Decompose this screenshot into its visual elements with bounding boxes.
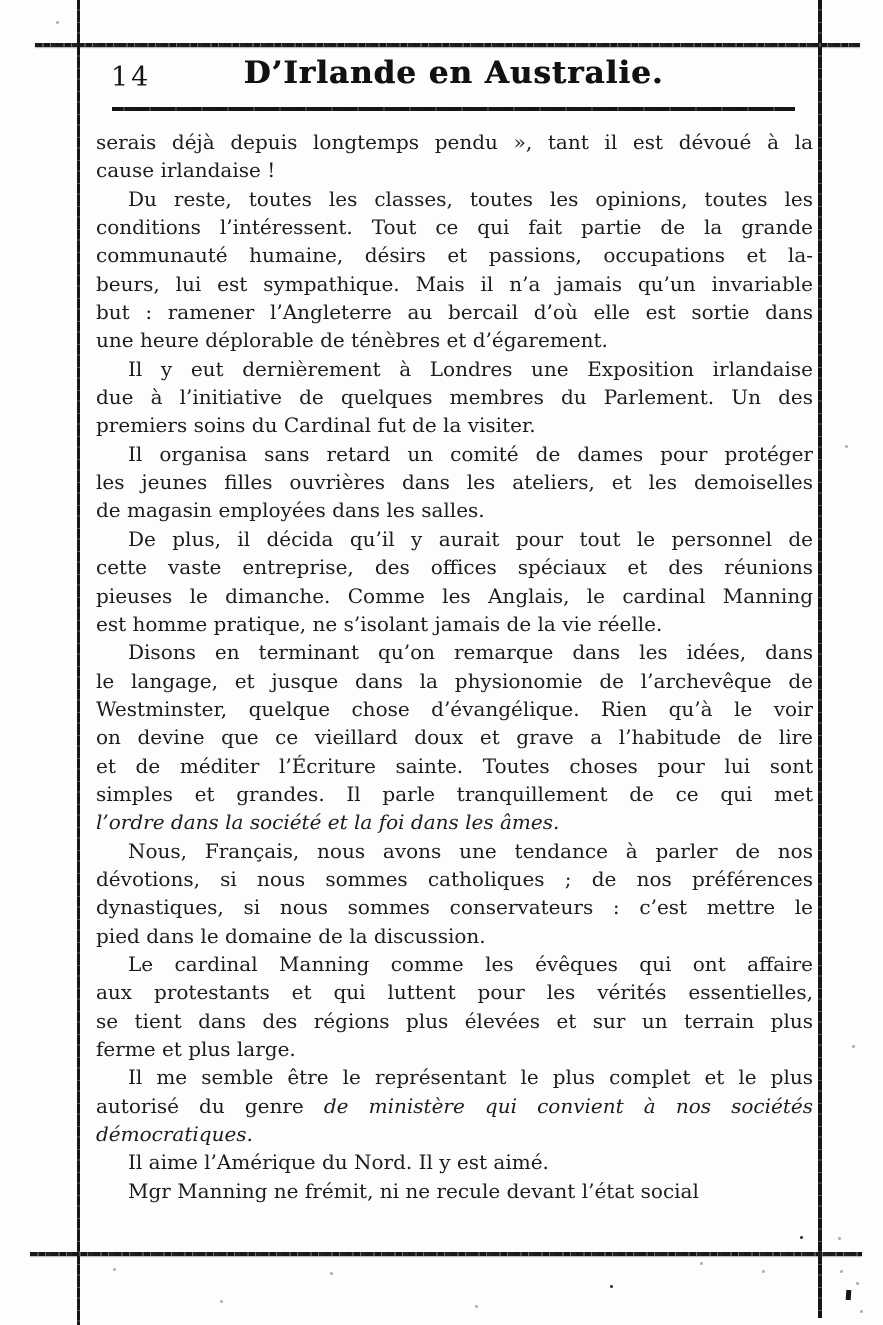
text-segment: cette vaste entreprise, des offices spéciaux et des réunions	[96, 555, 813, 580]
text-segment: on devine que ce vieillard doux et grave a l’habitude de lire	[96, 725, 813, 750]
text-segment: pieuses le dimanche. Comme les Anglais, le cardinal Manning	[96, 583, 813, 608]
body-text	[96, 128, 813, 1205]
text-line	[96, 667, 813, 695]
text-segment: communauté humaine, désirs et passions, occupations et la-	[96, 243, 813, 268]
text-line	[96, 865, 813, 893]
text-segment: Il organisa sans retard un comité de dames pour protéger	[128, 441, 813, 466]
text-segment: Westminster, quelque chose d’évangélique. Rien qu’à le voir	[96, 696, 813, 721]
text-segment: est homme pratique, ne s’isolant jamais de la vie réelle.	[96, 611, 663, 636]
text-line	[96, 270, 813, 298]
text-segment: le langage, et jusque dans la physionomie de l’archevêque de	[96, 668, 813, 693]
text-line	[96, 1120, 813, 1148]
scan-speck	[856, 1282, 859, 1285]
text-line	[96, 1007, 813, 1035]
text-line	[96, 752, 813, 780]
text-segment: aux protestants et qui luttent pour les vérités essentielles,	[96, 980, 813, 1005]
text-line	[96, 610, 813, 638]
page-number: 14	[111, 62, 152, 93]
text-line	[96, 355, 813, 383]
header-rule	[112, 107, 795, 111]
scan-speck	[330, 1272, 333, 1275]
text-line	[96, 128, 813, 156]
scan-speck	[220, 1300, 223, 1303]
scan-speck	[475, 1305, 478, 1308]
text-segment: Nous, Français, nous avons une tendance à parler de nos	[128, 838, 813, 863]
text-line	[96, 695, 813, 723]
text-line	[96, 298, 813, 326]
text-segment: de magasin employées dans les salles.	[96, 498, 485, 523]
text-segment: se tient dans des régions plus élevées et sur un terrain plus	[96, 1008, 813, 1033]
text-segment: but : ramener l’Angleterre au bercail d’où elle est sortie dans	[96, 300, 813, 325]
text-line	[96, 1063, 813, 1091]
text-line	[96, 808, 813, 836]
ink-mark	[846, 1290, 852, 1300]
text-line	[96, 156, 813, 184]
text-segment: et de méditer l’Écriture sainte. Toutes choses pour lui sont	[96, 753, 813, 778]
text-segment: premiers soins du Cardinal fut de la visiter.	[96, 413, 536, 438]
text-line	[96, 525, 813, 553]
text-line	[96, 638, 813, 666]
scan-speck	[610, 1285, 613, 1288]
text-line	[96, 1177, 813, 1205]
text-line	[96, 582, 813, 610]
text-line	[96, 723, 813, 751]
text-line	[96, 837, 813, 865]
text-line	[96, 780, 813, 808]
text-segment: Il me semble être le représentant le plus complet et le plus	[128, 1065, 813, 1090]
text-line	[96, 241, 813, 269]
text-line	[96, 922, 813, 950]
right-border-line	[818, 0, 822, 1318]
text-line	[96, 440, 813, 468]
scan-speck	[840, 1270, 843, 1273]
scan-speck	[860, 1310, 863, 1313]
text-segment: les jeunes filles ouvrières dans les ateliers, et les demoiselles	[96, 470, 813, 495]
text-segment: Disons en terminant qu’on remarque dans les idées, dans	[128, 640, 813, 665]
text-line	[96, 496, 813, 524]
text-line	[96, 893, 813, 921]
text-segment-italic: l’ordre dans la société et la foi dans les âmes.	[96, 810, 560, 835]
text-line	[96, 411, 813, 439]
text-segment: Du reste, toutes les classes, toutes les opinions, toutes les	[128, 186, 813, 211]
text-segment: conditions l’intéressent. Tout ce qui fait partie de la grande	[96, 215, 813, 240]
scan-speck	[852, 1045, 855, 1048]
left-border-line	[77, 0, 80, 1325]
text-segment: due à l’initiative de quelques membres du Parlement. Un des	[96, 385, 813, 410]
text-line	[96, 326, 813, 354]
scan-speck	[113, 1268, 116, 1271]
text-line	[96, 950, 813, 978]
text-segment: De plus, il décida qu’il y aurait pour tout le personnel de	[128, 526, 813, 551]
scan-speck	[762, 1270, 765, 1273]
text-segment: une heure déplorable de ténèbres et d’égarement.	[96, 328, 608, 353]
text-line	[96, 978, 813, 1006]
text-segment: serais déjà depuis longtemps pendu », tant il est dévoué à la	[96, 130, 813, 154]
scan-speck	[838, 1237, 841, 1240]
text-segment: ferme et plus large.	[96, 1037, 296, 1061]
text-segment: simples et grandes. Il parle tranquillement de ce qui met	[96, 781, 813, 806]
text-line	[96, 213, 813, 241]
text-segment: Il aime l’Amérique du Nord. Il y est aimé.	[128, 1150, 549, 1175]
text-line	[96, 553, 813, 581]
text-line	[96, 468, 813, 496]
text-line	[96, 1148, 813, 1176]
page-title: D’Irlande en Australie.	[243, 55, 664, 91]
scan-speck	[700, 1262, 703, 1265]
text-segment: autorisé du genre	[96, 1093, 324, 1118]
text-segment: dynastiques, si nous sommes conservateurs : c’est mettre le	[96, 895, 813, 920]
text-line	[96, 1092, 813, 1120]
text-segment-italic: démocratiques.	[96, 1122, 253, 1147]
scan-speck	[845, 445, 848, 448]
text-segment: pied dans le domaine de la discussion.	[96, 923, 486, 948]
top-border-line	[35, 43, 860, 47]
text-segment: Le cardinal Manning comme les évêques qui ont affaire	[128, 951, 813, 976]
text-line	[96, 1035, 813, 1063]
text-segment: dévotions, si nous sommes catholiques ; de nos préférences	[96, 866, 813, 891]
text-segment: Mgr Manning ne frémit, ni ne recule devant l’état social	[128, 1178, 699, 1203]
text-segment: beurs, lui est sympathique. Mais il n’a jamais qu’un invariable	[96, 271, 813, 296]
text-line	[96, 383, 813, 411]
bottom-border-line	[30, 1252, 862, 1256]
text-segment: Il y eut dernièrement à Londres une Exposition irlandaise	[128, 356, 813, 381]
text-segment: cause irlandaise !	[96, 158, 276, 183]
text-line	[96, 185, 813, 213]
scan-speck	[800, 1236, 803, 1239]
scan-speck	[56, 21, 59, 24]
text-segment-italic: de ministère qui convient à nos sociétés	[323, 1093, 813, 1118]
